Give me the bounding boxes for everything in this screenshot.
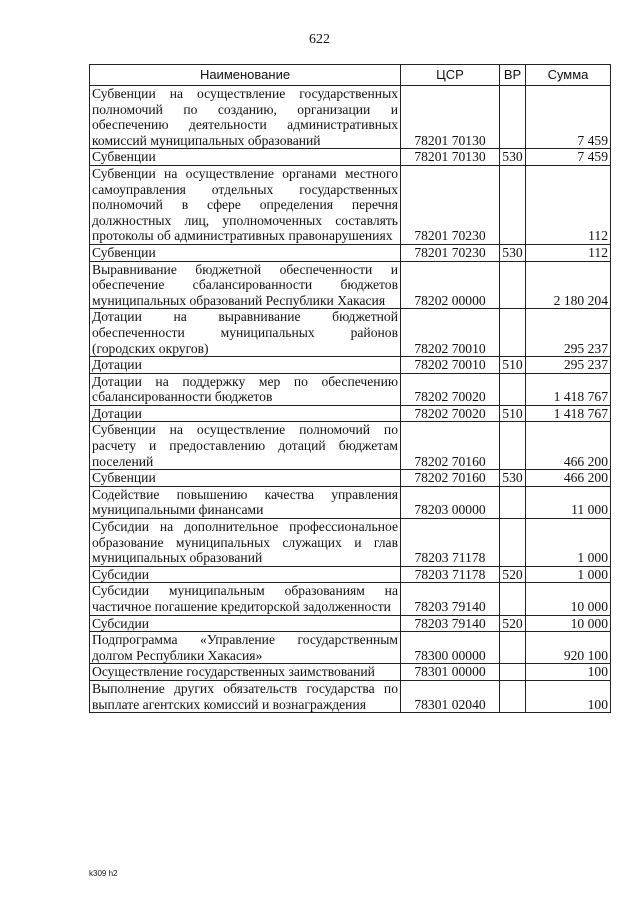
cell-sum: 1 000 <box>526 566 611 583</box>
cell-name: Субвенции <box>90 149 401 166</box>
cell-sum: 11 000 <box>526 486 611 518</box>
cell-sum: 1 000 <box>526 519 611 567</box>
cell-csr: 78203 71178 <box>401 566 500 583</box>
cell-csr: 78202 00000 <box>401 261 500 309</box>
cell-sum: 100 <box>526 664 611 681</box>
cell-name: Субвенции на осуществление полномочий по расчету и предоставлению дотаций бюджетам поселений <box>90 422 401 470</box>
cell-name: Субвенции <box>90 470 401 487</box>
table-row <box>90 470 611 487</box>
cell-vr <box>500 680 526 712</box>
cell-name: Дотации <box>90 405 401 422</box>
header-sum: Сумма <box>526 65 611 86</box>
table-row <box>90 422 611 470</box>
cell-vr: 530 <box>500 149 526 166</box>
table-row <box>90 373 611 405</box>
cell-sum: 466 200 <box>526 422 611 470</box>
cell-sum: 7 459 <box>526 149 611 166</box>
cell-csr: 78301 00000 <box>401 664 500 681</box>
cell-name: Субсидии на дополнительное профессиональное образование муниципальных служащих и глав муниципальных образований <box>90 519 401 567</box>
header-name: Наименование <box>90 65 401 86</box>
cell-vr: 530 <box>500 244 526 261</box>
cell-sum: 920 100 <box>526 632 611 664</box>
cell-vr <box>500 632 526 664</box>
cell-name: Содействие повышению качества управления муниципальными финансами <box>90 486 401 518</box>
cell-csr: 78203 71178 <box>401 519 500 567</box>
cell-name: Выравнивание бюджетной обеспеченности и обеспечение сбалансированности бюджетов муниципальных образований Республики Хакасия <box>90 261 401 309</box>
cell-vr: 510 <box>500 357 526 374</box>
table-row <box>90 566 611 583</box>
table-row <box>90 86 611 149</box>
table-row <box>90 486 611 518</box>
cell-csr: 78202 70010 <box>401 357 500 374</box>
cell-vr: 520 <box>500 615 526 632</box>
page-number: 622 <box>309 32 330 47</box>
footer-code: k309 h2 <box>89 869 118 878</box>
cell-sum: 295 237 <box>526 309 611 357</box>
cell-vr <box>500 261 526 309</box>
cell-csr: 78300 00000 <box>401 632 500 664</box>
cell-csr: 78202 70020 <box>401 405 500 422</box>
cell-sum: 1 418 767 <box>526 373 611 405</box>
cell-vr <box>500 309 526 357</box>
cell-vr <box>500 486 526 518</box>
budget-table <box>89 64 611 713</box>
table-row <box>90 664 611 681</box>
cell-sum: 295 237 <box>526 357 611 374</box>
cell-csr: 78201 70230 <box>401 244 500 261</box>
table-row <box>90 583 611 615</box>
cell-csr: 78202 70160 <box>401 470 500 487</box>
cell-csr: 78202 70020 <box>401 373 500 405</box>
table-row <box>90 309 611 357</box>
table-header-row <box>90 65 611 86</box>
table-row <box>90 357 611 374</box>
cell-name: Субвенции <box>90 244 401 261</box>
cell-csr: 78201 70230 <box>401 165 500 244</box>
table-row <box>90 244 611 261</box>
cell-csr: 78203 79140 <box>401 583 500 615</box>
cell-sum: 466 200 <box>526 470 611 487</box>
cell-vr <box>500 422 526 470</box>
cell-csr: 78301 02040 <box>401 680 500 712</box>
table-row <box>90 405 611 422</box>
cell-csr: 78201 70130 <box>401 86 500 149</box>
cell-name: Подпрограмма «Управление государственным долгом Республики Хакасия» <box>90 632 401 664</box>
cell-sum: 112 <box>526 165 611 244</box>
cell-name: Дотации на поддержку мер по обеспечению сбалансированности бюджетов <box>90 373 401 405</box>
table-row <box>90 632 611 664</box>
cell-vr <box>500 664 526 681</box>
cell-csr: 78202 70010 <box>401 309 500 357</box>
cell-name: Дотации на выравнивание бюджетной обеспеченности муниципальных районов (городских округов) <box>90 309 401 357</box>
cell-vr <box>500 86 526 149</box>
cell-vr <box>500 373 526 405</box>
cell-name: Выполнение других обязательств государства по выплате агентских комиссий и вознаграждения <box>90 680 401 712</box>
cell-vr: 510 <box>500 405 526 422</box>
cell-name: Субсидии муниципальным образованиям на частичное погашение кредиторской задолженности <box>90 583 401 615</box>
header-vr: ВР <box>500 65 526 86</box>
cell-name: Дотации <box>90 357 401 374</box>
cell-vr: 530 <box>500 470 526 487</box>
cell-name: Субсидии <box>90 566 401 583</box>
cell-name: Субвенции на осуществление органами местного самоуправления отдельных государственных полномочий в сфере определения перечня должностных лиц, уполномоченных составлять протоколы об административных правонарушениях <box>90 165 401 244</box>
cell-sum: 100 <box>526 680 611 712</box>
header-csr: ЦСР <box>401 65 500 86</box>
cell-vr: 520 <box>500 566 526 583</box>
cell-csr: 78203 00000 <box>401 486 500 518</box>
table-row <box>90 615 611 632</box>
cell-csr: 78202 70160 <box>401 422 500 470</box>
cell-sum: 2 180 204 <box>526 261 611 309</box>
cell-vr <box>500 165 526 244</box>
cell-vr <box>500 519 526 567</box>
table-row <box>90 261 611 309</box>
table-row <box>90 165 611 244</box>
cell-csr: 78201 70130 <box>401 149 500 166</box>
cell-name: Осуществление государственных заимствований <box>90 664 401 681</box>
cell-sum: 10 000 <box>526 583 611 615</box>
cell-name: Субсидии <box>90 615 401 632</box>
table-row <box>90 680 611 712</box>
cell-sum: 10 000 <box>526 615 611 632</box>
cell-sum: 1 418 767 <box>526 405 611 422</box>
cell-csr: 78203 79140 <box>401 615 500 632</box>
table-row <box>90 519 611 567</box>
cell-vr <box>500 583 526 615</box>
cell-name: Субвенции на осуществление государственных полномочий по созданию, организации и обеспечению деятельности административных комиссий муниципальных образований <box>90 86 401 149</box>
cell-sum: 7 459 <box>526 86 611 149</box>
cell-sum: 112 <box>526 244 611 261</box>
table-row <box>90 149 611 166</box>
